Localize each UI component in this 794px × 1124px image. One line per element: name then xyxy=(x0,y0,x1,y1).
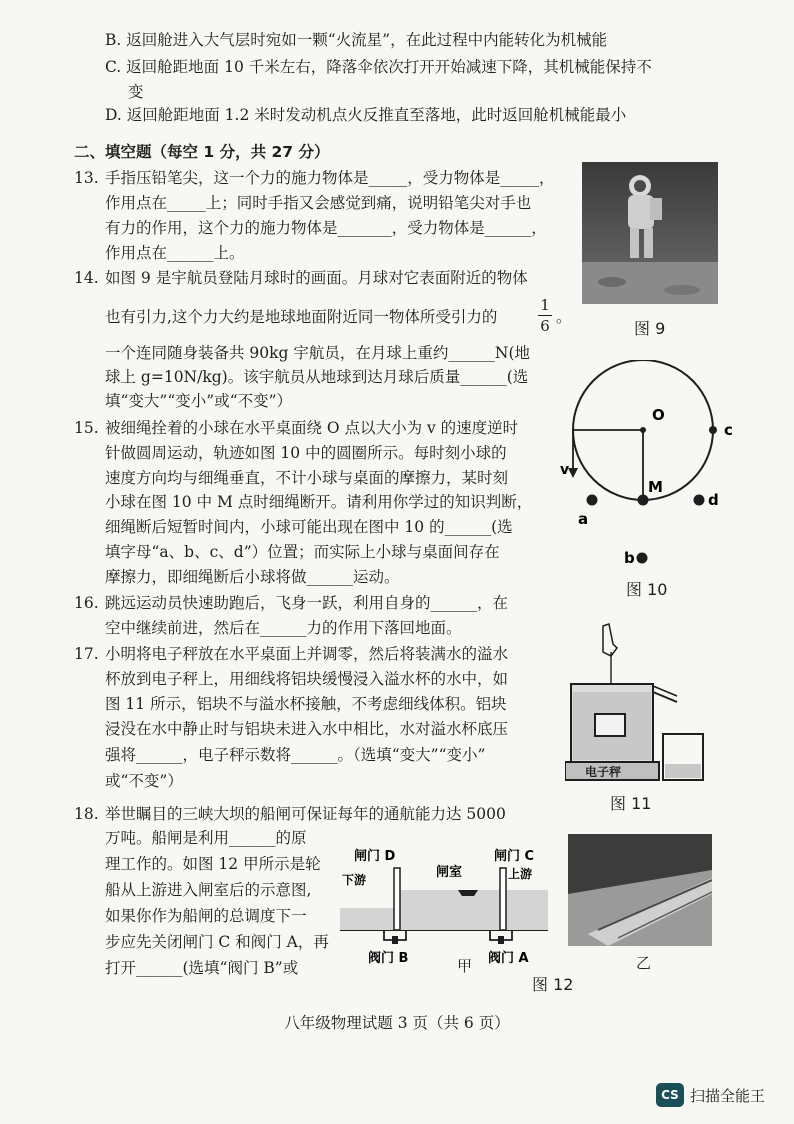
label-valve-a: 阀门 A xyxy=(488,951,529,966)
q18-line: 船从上游进入闸室后的示意图, xyxy=(105,881,312,899)
figure-12-yi-label: 乙 xyxy=(636,954,652,972)
hand-icon xyxy=(603,624,617,656)
q13-line: 有力的作用，这个力的施力物体是_______，受力物体是______， xyxy=(105,219,547,237)
q14-line: 球上 g=10N/kg)。该宇航员从地球到达月球后质量______(选 xyxy=(105,368,529,386)
scanner-watermark xyxy=(656,1083,765,1107)
q18-line: 万吨。船闸是利用______的原 xyxy=(105,829,307,847)
q14-line: 填“变大”“变小”或“不变”） xyxy=(105,392,293,410)
valve-a xyxy=(498,936,504,944)
q14-line: 如图 9 是宇航员登陆月球时的画面。月球对它表面附近的物体 xyxy=(105,269,528,287)
q13-line: 作用点在_____上；同时手指又会感觉到痛，说明铅笔尖对手也 xyxy=(105,194,532,212)
label-a: a xyxy=(578,510,589,528)
fraction-one-sixth xyxy=(538,296,552,335)
fraction-bar xyxy=(538,315,552,316)
q14-line: 也有引力,这个力大约是地球地面附近同一物体所受引力的 xyxy=(105,308,498,326)
q13-line: 手指压铅笔尖，这一个力的施力物体是_____，受力物体是_____， xyxy=(105,169,555,187)
chamber-water xyxy=(400,890,500,930)
label-upstream: 上游 xyxy=(508,867,533,881)
downstream-water xyxy=(340,908,394,930)
q13-number: 13. xyxy=(74,169,99,187)
point-d-dot xyxy=(694,495,705,506)
ship-lock-diagram xyxy=(340,846,548,970)
overflow-cup-diagram xyxy=(565,622,740,782)
q15-line: 被细绳拴着的小球在水平桌面绕 O 点以大小为 v 的速度逆时 xyxy=(105,419,519,437)
figure-12-lock-diagram xyxy=(340,846,548,970)
point-a-dot xyxy=(587,495,598,506)
figure-12-photo xyxy=(568,834,712,946)
q14-period: 。 xyxy=(556,308,572,326)
q18-line: 打开______(选填“阀门 B”或 xyxy=(105,959,299,977)
figure-12-caption: 图 12 xyxy=(532,975,574,994)
section-title: 二、填空题（每空 1 分，共 27 分） xyxy=(74,143,330,161)
q17-line: 小明将电子秤放在水平桌面上并调零，然后将装满水的溢水 xyxy=(105,645,509,663)
aluminum-block xyxy=(595,714,625,736)
astronaut-photo xyxy=(582,162,718,304)
fraction-denominator: 6 xyxy=(540,317,550,335)
figure-10-caption: 图 10 xyxy=(626,580,668,599)
figure-11-diagram xyxy=(565,622,740,782)
figure-10-diagram xyxy=(556,360,746,580)
point-b-dot xyxy=(637,553,648,564)
label-v: v xyxy=(560,462,570,478)
upstream-water xyxy=(506,890,548,930)
q15-line: 摩擦力，即细绳断后小球将做______运动。 xyxy=(105,568,400,586)
label-c: c xyxy=(724,421,733,439)
scale-label: 电子秤 xyxy=(585,765,622,779)
option-d: D. 返回舱距地面 1.2 米时发动机点火反推直至落地，此时返回舱机械能最小 xyxy=(105,106,627,124)
label-d: d xyxy=(708,491,719,509)
q16-line: 空中继续前进，然后在______力的作用下落回地面。 xyxy=(105,619,462,637)
figure-12-jia-label: 甲 xyxy=(457,957,473,975)
beaker-water xyxy=(665,764,701,778)
option-c: C. 返回舱距地面 10 千米左右，降落伞依次打开开始减速下降，其机械能保持不 xyxy=(105,58,652,76)
scanner-app-name: 扫描全能王 xyxy=(690,1086,766,1105)
gate-c xyxy=(500,868,506,930)
option-c-cont: 变 xyxy=(128,83,144,101)
q15-line: 小球在图 10 中 M 点时细绳断开。请利用你学过的知识判断， xyxy=(105,493,533,511)
valve-b xyxy=(392,936,398,944)
q17-line: 杯放到电子秤上，用细线将铝块缓慢浸入溢水杯的水中，如 xyxy=(105,670,509,688)
q16-number: 16. xyxy=(74,594,99,612)
figure-9-caption: 图 9 xyxy=(634,319,666,338)
q18-number: 18. xyxy=(74,805,99,823)
q17-line: 强将______，电子秤示数将______。（选填“变大”“变小” xyxy=(105,746,486,764)
ship-lock-photo xyxy=(568,834,712,946)
q15-line: 细绳断后短暂时间内，小球可能出现在图中 10 的______(选 xyxy=(105,518,513,536)
velocity-arrowhead xyxy=(568,468,578,478)
q18-line: 如果你作为船闸的总调度下一 xyxy=(105,907,307,925)
center-dot xyxy=(640,427,646,433)
q15-line: 针做圆周运动，轨迹如图 10 中的圆圈所示。每时刻小球的 xyxy=(105,444,507,462)
option-b: B. 返回舱进入大气层时宛如一颗“火流星”，在此过程中内能转化为机械能 xyxy=(105,31,608,49)
q15-line: 填字母“a、b、c、d”）位置；而实际上小球与桌面间存在 xyxy=(105,543,500,561)
label-gate-c: 闸门 C xyxy=(494,849,535,864)
label-b: b xyxy=(624,549,635,567)
point-m-dot xyxy=(638,495,649,506)
q18-line: 理工作的。如图 12 甲所示是轮 xyxy=(105,855,321,873)
label-m: M xyxy=(648,478,663,496)
q16-line: 跳远运动员快速助跑后，飞身一跃，利用自身的______，在 xyxy=(105,594,509,612)
q18-line: 举世瞩目的三峡大坝的船闸可保证每年的通航能力达 5000 xyxy=(105,805,506,823)
q15-number: 15. xyxy=(74,419,99,437)
figure-9-photo xyxy=(582,162,718,304)
q18-line: 步应先关闭闸门 C 和阀门 A，再 xyxy=(105,933,329,951)
q13-line: 作用点在______上。 xyxy=(105,244,245,262)
q14-line: 一个连同随身装备共 90kg 宇航员，在月球上重约______N(地 xyxy=(105,344,531,362)
q17-line: 图 11 所示，铝块不与溢水杯接触，不考虑细线体积。铝块 xyxy=(105,695,507,713)
label-valve-b: 阀门 B xyxy=(368,951,409,966)
q17-line: 浸没在水中静止时与铝块未进入水中相比，水对溢水杯底压 xyxy=(105,720,509,738)
label-gate-d: 闸门 D xyxy=(354,849,396,864)
gate-d xyxy=(394,868,400,930)
circular-motion-diagram xyxy=(556,360,746,580)
label-downstream: 下游 xyxy=(342,873,367,887)
label-chamber: 闸室 xyxy=(436,865,463,880)
page-footer: 八年级物理试题 3 页（共 6 页） xyxy=(284,1014,510,1032)
q14-number: 14. xyxy=(74,269,99,287)
point-c-dot xyxy=(709,426,717,434)
figure-11-caption: 图 11 xyxy=(610,794,652,813)
fraction-numerator: 1 xyxy=(540,296,550,314)
label-o: O xyxy=(652,406,665,424)
spout xyxy=(653,692,677,702)
q17-line: 或“不变”） xyxy=(105,772,183,790)
q17-number: 17. xyxy=(74,645,99,663)
camscanner-logo-icon: CS xyxy=(656,1083,684,1107)
q15-line: 速度方向均与细绳垂直，不计小球与桌面的摩擦力，某时刻 xyxy=(105,469,509,487)
